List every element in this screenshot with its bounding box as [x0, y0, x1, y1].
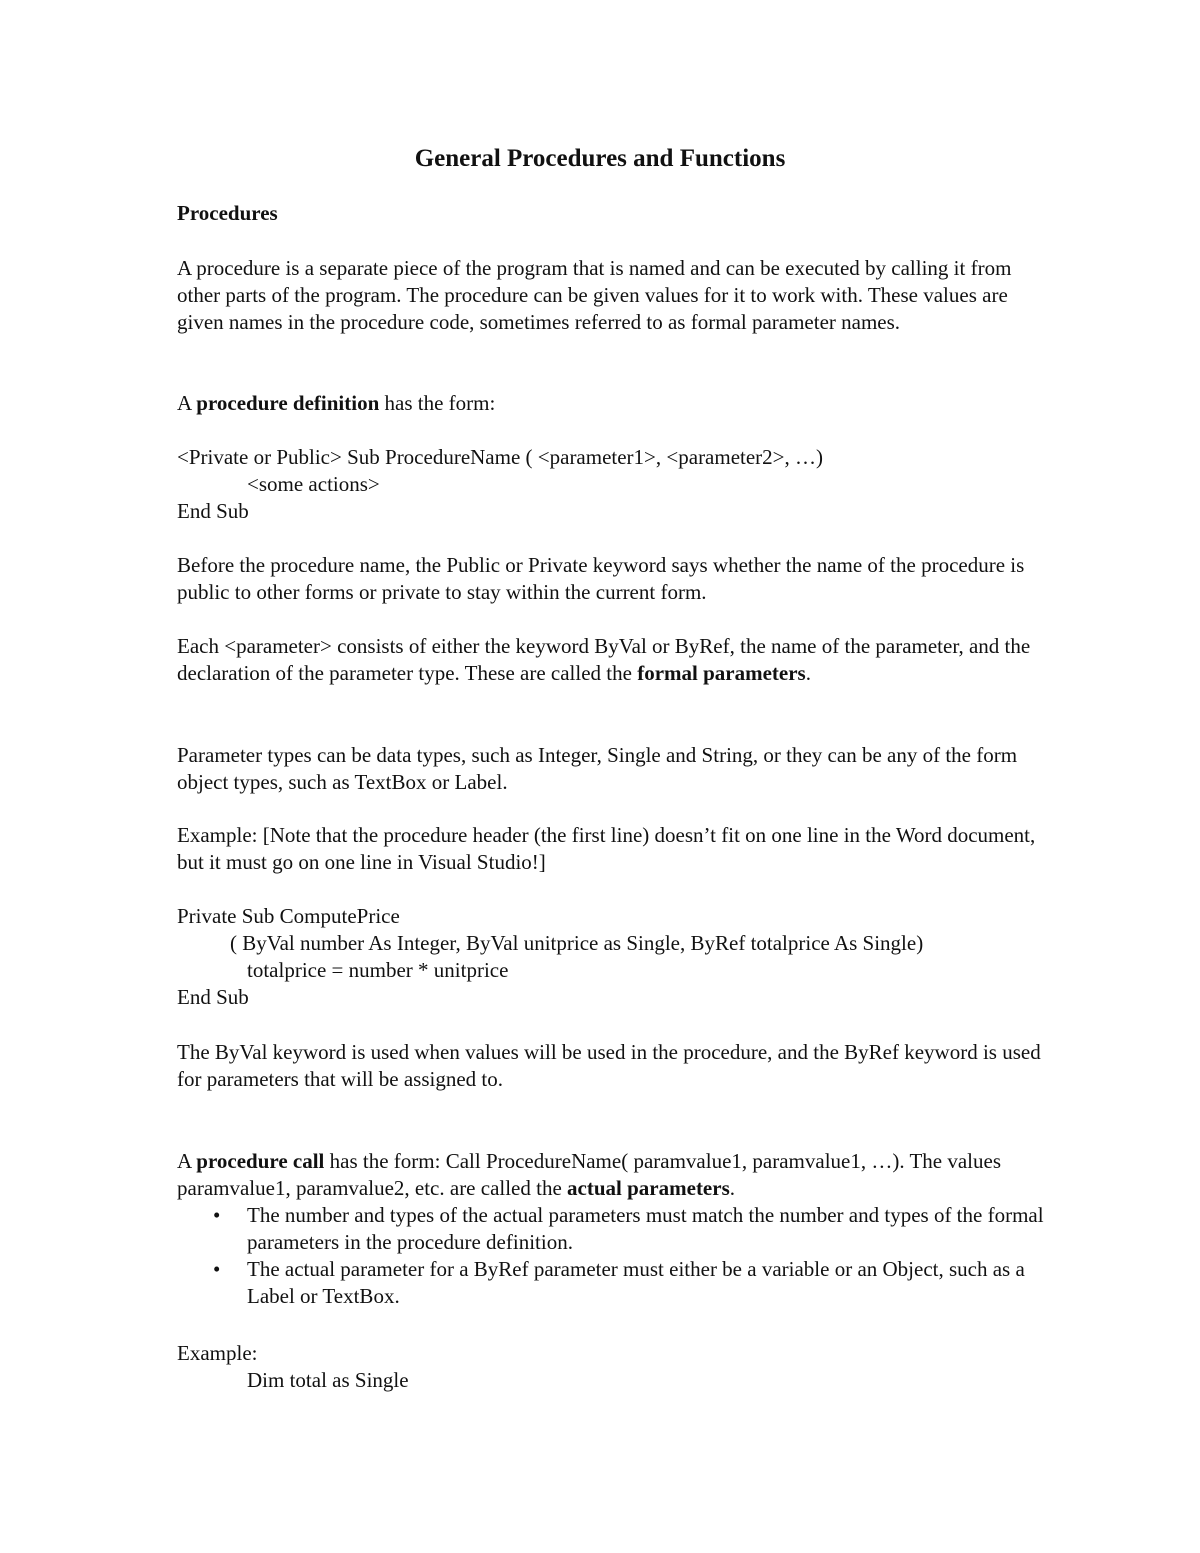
list-item: [213, 1202, 1047, 1256]
parameter-paragraph: [177, 633, 1047, 687]
types-paragraph: [177, 742, 1047, 796]
intro-paragraph: [177, 255, 1047, 336]
intro-text: A procedure is a separate piece of the program that is named and can be executed by calling it from other parts of the program. The procedure can be given values for it to work with. These values are given names in the procedure code, sometimes referred to as formal parameter names.: [177, 256, 1012, 334]
call-paragraph: [177, 1148, 1047, 1310]
byval-text: The ByVal keyword is used when values will be used in the procedure, and the ByRef keyword is used for parameters that will be assigned to.: [177, 1040, 1041, 1091]
example-code-line-2: ( ByVal number As Integer, ByVal unitprice as Single, ByRef totalprice As Single): [230, 931, 924, 955]
example-note-paragraph: [177, 822, 1047, 876]
keyword-text: Before the procedure name, the Public or Private keyword says whether the name of the procedure is public to other forms or private to stay within the current form.: [177, 553, 1025, 604]
example-code-line-4: End Sub: [177, 985, 249, 1009]
definition-paragraph: [177, 390, 1047, 417]
example-code-line-1: Private Sub ComputePrice: [177, 904, 400, 928]
example-code-block: [177, 903, 1047, 1011]
types-text: Parameter types can be data types, such as Integer, Single and String, or they can be any of the form object types, such as TextBox or Label.: [177, 743, 1018, 794]
form-code-block: [177, 444, 1047, 525]
call-bold-term: procedure call: [196, 1149, 325, 1173]
list-item: [213, 1256, 1047, 1310]
keyword-paragraph: [177, 552, 1047, 606]
example-code-line-3: totalprice = number * unitprice: [247, 958, 509, 982]
param-text-pre: Each <parameter> consists of either the keyword ByVal or ByRef, the name of the parameter, and the declaration of the parameter type. These are called the: [177, 634, 1031, 685]
definition-text-post: has the form:: [379, 391, 496, 415]
call-text-pre: A: [177, 1149, 197, 1173]
form-code-line-1: <Private or Public> Sub ProcedureName ( <parameter1>, <parameter2>, …): [177, 445, 824, 469]
form-code-line-3: End Sub: [177, 499, 249, 523]
call-text-post: .: [729, 1176, 735, 1200]
definition-text-pre: A: [177, 391, 197, 415]
rules-list: [177, 1202, 1047, 1310]
list-item-text: The actual parameter for a ByRef parameter must either be a variable or an Object, such as a Label or TextBox.: [247, 1257, 1025, 1308]
call-text-mid: has the form: Call ProcedureName( paramvalue1, paramvalue1, …). The values paramvalue1, paramvalue2, etc. are called the: [177, 1149, 1002, 1200]
example-note-text: Example: [Note that the procedure header (the first line) doesn’t fit on one line in the Word document, but it must go on one line in Visual Studio!]: [177, 823, 1036, 874]
byval-paragraph: [177, 1039, 1047, 1093]
page-title: General Procedures and Functions: [414, 145, 786, 172]
call-bold-term-2: actual parameters: [567, 1176, 730, 1200]
example2-block: [177, 1340, 1047, 1394]
section-heading-procedures: Procedures: [177, 201, 278, 225]
bullet-icon: •: [213, 1203, 221, 1227]
example2-label: Example:: [177, 1341, 258, 1365]
example2-code-line: Dim total as Single: [247, 1368, 409, 1392]
procedures-heading: [177, 200, 1047, 227]
param-text-post: .: [805, 661, 811, 685]
bullet-icon: •: [213, 1257, 221, 1281]
form-code-line-2: <some actions>: [247, 472, 380, 496]
list-item-text: The number and types of the actual parameters must match the number and types of the formal parameters in the procedure definition.: [247, 1203, 1044, 1254]
definition-bold-term: procedure definition: [196, 391, 380, 415]
param-bold-term: formal parameters: [637, 661, 806, 685]
